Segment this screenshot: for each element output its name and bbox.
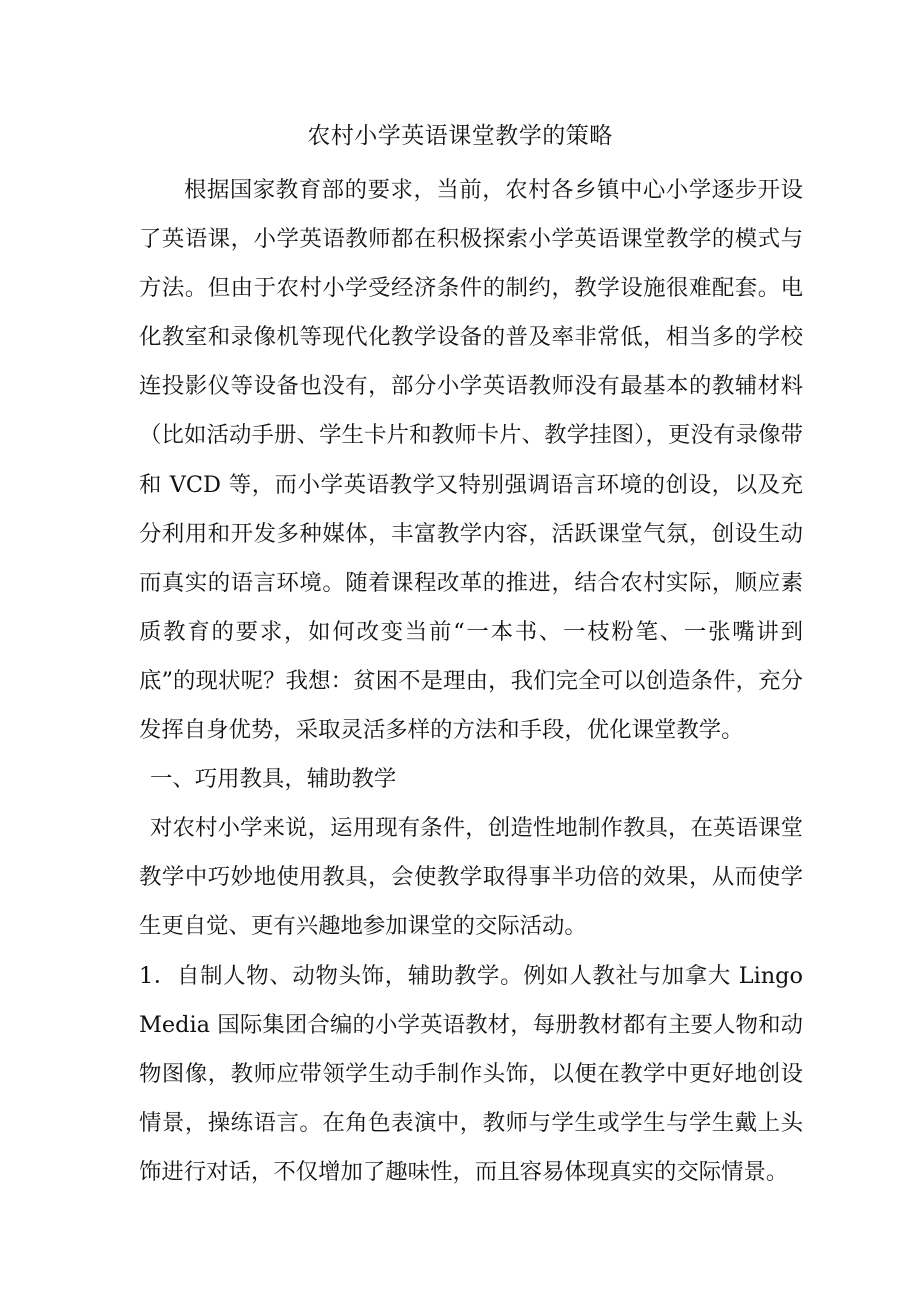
document-title: 农村小学英语课堂教学的策略 bbox=[307, 123, 613, 149]
paragraph-item-1: 1．自制人物、动物头饰，辅助教学。例如人教社与加拿大 Lingo Media 国际集团合编的小学英语教材，每册教材都有主要人物和动物图像，教师应带领学生动手制作头饰，以便在教学中更好地创设情景，操练语言。在角色表演中，教师与学生或学生与学生戴上头饰进行对话，不仅增加了趣味性，而且容易体现真实的交际情景。 bbox=[139, 962, 803, 1185]
paragraph-intro: 根据国家教育部的要求，当前，农村各乡镇中心小学逐步开设了英语课，小学英语教师都在积极探索小学英语课堂教学的模式与方法。但由于农村小学受经济条件的制约，教学设施很难配套。电化教室和录像机等现代化教学设备的普及率非常低，相当多的学校连投影仪等设备也没有，部分小学英语教师没有最基本的教辅材料（比如活动手册、学生卡片和教师卡片、教学挂图），更没有录像带和 VCD 等，而小学英语教学又特别强调语言环境的创设，以及充分利用和开发多种媒体，丰富教学内容，活跃课堂气氛，创设生动而真实的语言环境。随着课程改革的推进，结合农村实际，顺应素质教育的要求，如何改变当前“一本书、一枝粉笔、一张嘴讲到底”的现状呢？我想：贫困不是理由，我们完全可以创造条件，充分发挥自身优势，采取灵活多样的方法和手段，优化课堂教学。 bbox=[139, 177, 803, 744]
document-body bbox=[139, 166, 803, 1197]
section-heading-1: 一、巧用教具，辅助教学 bbox=[150, 766, 397, 793]
paragraph-section-1: 对农村小学来说，运用现有条件，创造性地制作教具，在英语课堂教学中巧妙地使用教具，会使教学取得事半功倍的效果，从而使学生更自觉、更有兴趣地参加课堂的交际活动。 bbox=[139, 815, 803, 940]
